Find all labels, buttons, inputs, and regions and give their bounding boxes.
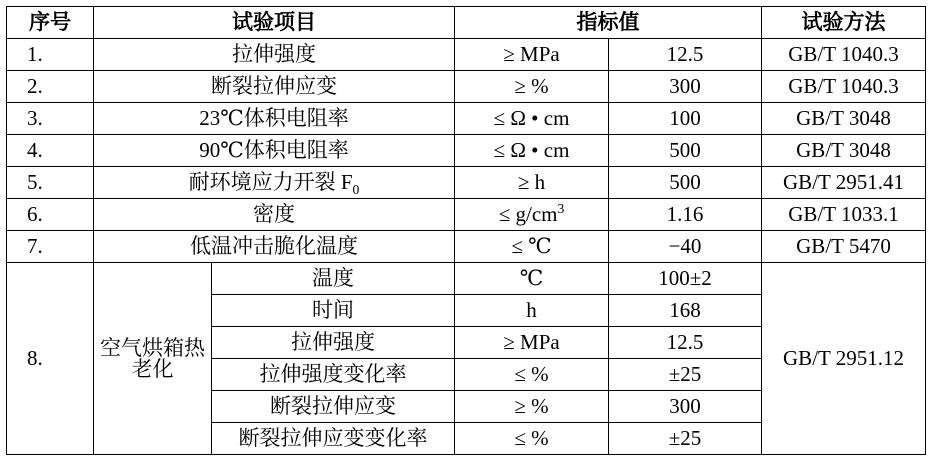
subrow-item: 拉伸强度变化率 (212, 359, 455, 391)
row-method: GB/T 5470 (762, 231, 926, 263)
table-row (7, 71, 926, 103)
row-no: 7. (7, 231, 94, 263)
subrow-unit: ≥ MPa (455, 327, 609, 359)
row-method: GB/T 3048 (762, 103, 926, 135)
row-method: GB/T 2951.41 (762, 167, 926, 199)
table-row (7, 39, 926, 71)
row-item: 低温冲击脆化温度 (94, 231, 455, 263)
row-unit: ≥ h (455, 167, 609, 199)
row-no: 1. (7, 39, 94, 71)
header-item: 试验项目 (94, 7, 455, 39)
subrow-value: 12.5 (609, 327, 762, 359)
table-row (7, 231, 926, 263)
subrow-value: 300 (609, 391, 762, 423)
row-item (94, 167, 455, 199)
table-row (7, 135, 926, 167)
row-method: GB/T 1040.3 (762, 39, 926, 71)
row-item-subscript: 0 (352, 182, 360, 198)
header-value: 指标值 (455, 7, 762, 39)
row-item: 断裂拉伸应变 (94, 71, 455, 103)
subrow-item: 断裂拉伸应变变化率 (212, 423, 455, 455)
row-item: 密度 (94, 199, 455, 231)
subrow-value: 168 (609, 295, 762, 327)
row-method: GB/T 1040.3 (762, 71, 926, 103)
row-value: 300 (609, 71, 762, 103)
row-method: GB/T 1033.1 (762, 199, 926, 231)
header-no: 序号 (7, 7, 94, 39)
header-method: 试验方法 (762, 7, 926, 39)
subrow-item: 温度 (212, 263, 455, 295)
row-value: 100 (609, 103, 762, 135)
row-value: 12.5 (609, 39, 762, 71)
group-name: 空气烘箱热老化 (94, 263, 212, 455)
row-value: 1.16 (609, 199, 762, 231)
subrow-value: ±25 (609, 359, 762, 391)
subrow-item: 时间 (212, 295, 455, 327)
row-unit: ≤ Ω • cm (455, 103, 609, 135)
row-no: 5. (7, 167, 94, 199)
spec-table (6, 6, 926, 455)
subrow-unit: h (455, 295, 609, 327)
row-unit-superscript: 3 (557, 201, 565, 216)
row-no: 2. (7, 71, 94, 103)
row-item-text: 耐环境应力开裂 F (188, 170, 353, 194)
row-value: 500 (609, 135, 762, 167)
row-value: 500 (609, 167, 762, 199)
group-method: GB/T 2951.12 (762, 263, 926, 455)
row-item: 90℃体积电阻率 (94, 135, 455, 167)
subrow-unit: ≤ % (455, 423, 609, 455)
group-no: 8. (7, 263, 94, 455)
row-no: 4. (7, 135, 94, 167)
row-no: 3. (7, 103, 94, 135)
row-method: GB/T 3048 (762, 135, 926, 167)
row-unit-text: ≤ g/cm (498, 202, 558, 226)
row-unit: ≤ Ω • cm (455, 135, 609, 167)
subrow-unit: ≤ % (455, 359, 609, 391)
subrow-unit: ≥ % (455, 391, 609, 423)
table-row (7, 103, 926, 135)
table-row (7, 167, 926, 199)
row-unit: ≤ ℃ (455, 231, 609, 263)
row-item: 23℃体积电阻率 (94, 103, 455, 135)
row-no: 6. (7, 199, 94, 231)
row-unit: ≥ MPa (455, 39, 609, 71)
subrow-item: 断裂拉伸应变 (212, 391, 455, 423)
subrow-value: 100±2 (609, 263, 762, 295)
row-item: 拉伸强度 (94, 39, 455, 71)
row-unit: ≥ % (455, 71, 609, 103)
table-row (7, 199, 926, 231)
row-value: −40 (609, 231, 762, 263)
table-row (7, 263, 926, 295)
subrow-item: 拉伸强度 (212, 327, 455, 359)
subrow-unit: ℃ (455, 263, 609, 295)
header-row (7, 7, 926, 39)
row-unit (455, 199, 609, 231)
subrow-value: ±25 (609, 423, 762, 455)
